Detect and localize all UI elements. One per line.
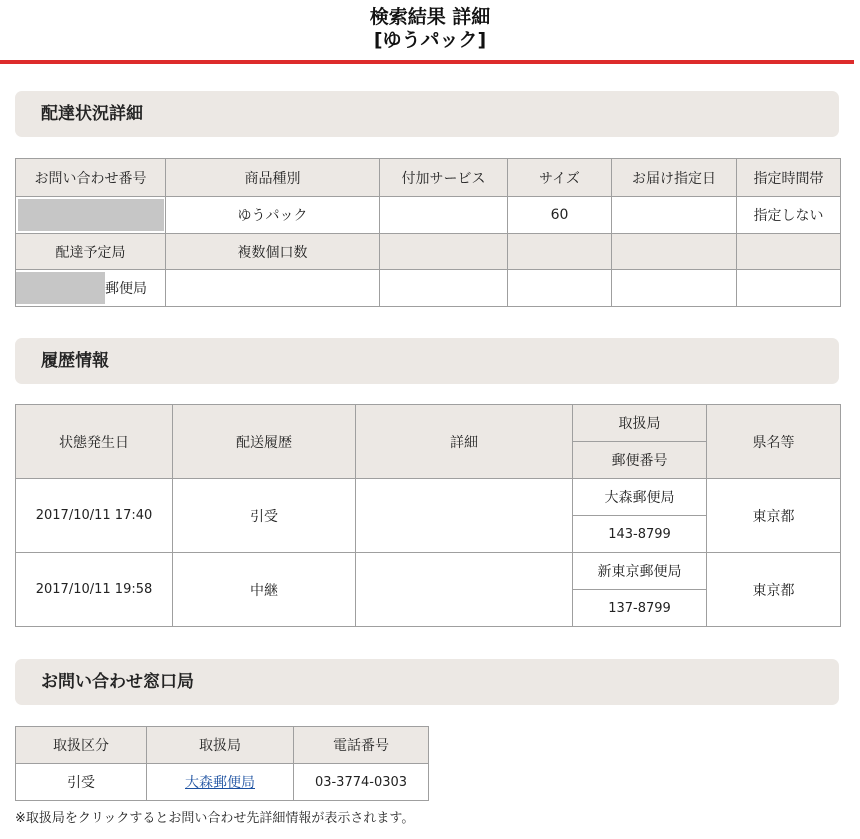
handling-category-value: 引受 xyxy=(16,764,147,801)
delivery-office-redacted xyxy=(16,272,105,304)
history-detail xyxy=(356,553,573,627)
contact-office-section-header: お問い合わせ窓口局 xyxy=(15,659,839,705)
header-time-slot: 指定時間帯 xyxy=(737,159,841,197)
multi-count-value xyxy=(166,270,380,307)
header-delivery-date: お届け指定日 xyxy=(612,159,737,197)
header-status-date: 状態発生日 xyxy=(16,405,173,479)
contact-office-cell xyxy=(147,764,294,801)
header-multi-count: 複数個口数 xyxy=(166,234,380,270)
header-contact-office: 取扱局 xyxy=(147,727,294,764)
phone-number-value: 03-3774-0303 xyxy=(294,764,429,801)
history-postal-code: 137-8799 xyxy=(573,590,707,627)
header-postal-code: 郵便番号 xyxy=(573,442,707,479)
history-prefecture: 東京都 xyxy=(707,553,841,627)
added-service-value xyxy=(380,197,508,234)
header-detail: 詳細 xyxy=(356,405,573,479)
history-detail xyxy=(356,479,573,553)
header-phone-number: 電話番号 xyxy=(294,727,429,764)
time-slot-value: 指定しない xyxy=(737,197,841,234)
page-title-main: 検索結果 詳細 xyxy=(369,6,491,28)
history-office: 大森郵便局 xyxy=(573,479,707,516)
header-handling-category: 取扱区分 xyxy=(16,727,147,764)
history-postal-code: 143-8799 xyxy=(573,516,707,553)
history-date: 2017/10/11 17:40 xyxy=(16,479,173,553)
contact-office-table xyxy=(15,726,429,801)
header-delivery-office: 配達予定局 xyxy=(16,234,166,270)
header-divider xyxy=(0,60,854,64)
size-value: 60 xyxy=(508,197,612,234)
history-prefecture: 東京都 xyxy=(707,479,841,553)
header-delivery-history: 配送履歴 xyxy=(173,405,356,479)
history-row xyxy=(16,479,841,516)
header-added-service: 付加サービス xyxy=(380,159,508,197)
header-size: サイズ xyxy=(508,159,612,197)
header-product-type: 商品種別 xyxy=(166,159,380,197)
delivery-status-table xyxy=(15,158,841,307)
header-handling-office: 取扱局 xyxy=(573,405,707,442)
history-date: 2017/10/11 19:58 xyxy=(16,553,173,627)
history-status: 引受 xyxy=(173,479,356,553)
contact-office-link[interactable]: 大森郵便局 xyxy=(185,775,255,791)
product-type-value: ゆうパック xyxy=(166,197,380,234)
header-tracking-number: お問い合わせ番号 xyxy=(16,159,166,197)
history-table xyxy=(15,404,841,627)
page-title-sub: [ゆうパック] xyxy=(373,29,487,51)
contact-footnote: ※取扱局をクリックするとお問い合わせ先詳細情報が表示されます。 xyxy=(15,811,415,826)
page-title xyxy=(0,6,860,52)
history-office: 新東京郵便局 xyxy=(573,553,707,590)
delivery-office-cell xyxy=(16,270,166,307)
tracking-number-redacted xyxy=(18,199,164,231)
delivery-date-value xyxy=(612,197,737,234)
tracking-number-cell xyxy=(16,197,166,234)
history-status: 中継 xyxy=(173,553,356,627)
history-row xyxy=(16,553,841,590)
delivery-status-section-header: 配達状況詳細 xyxy=(15,91,839,137)
delivery-office-suffix: 郵便局 xyxy=(105,281,147,297)
header-prefecture: 県名等 xyxy=(707,405,841,479)
history-section-header: 履歴情報 xyxy=(15,338,839,384)
